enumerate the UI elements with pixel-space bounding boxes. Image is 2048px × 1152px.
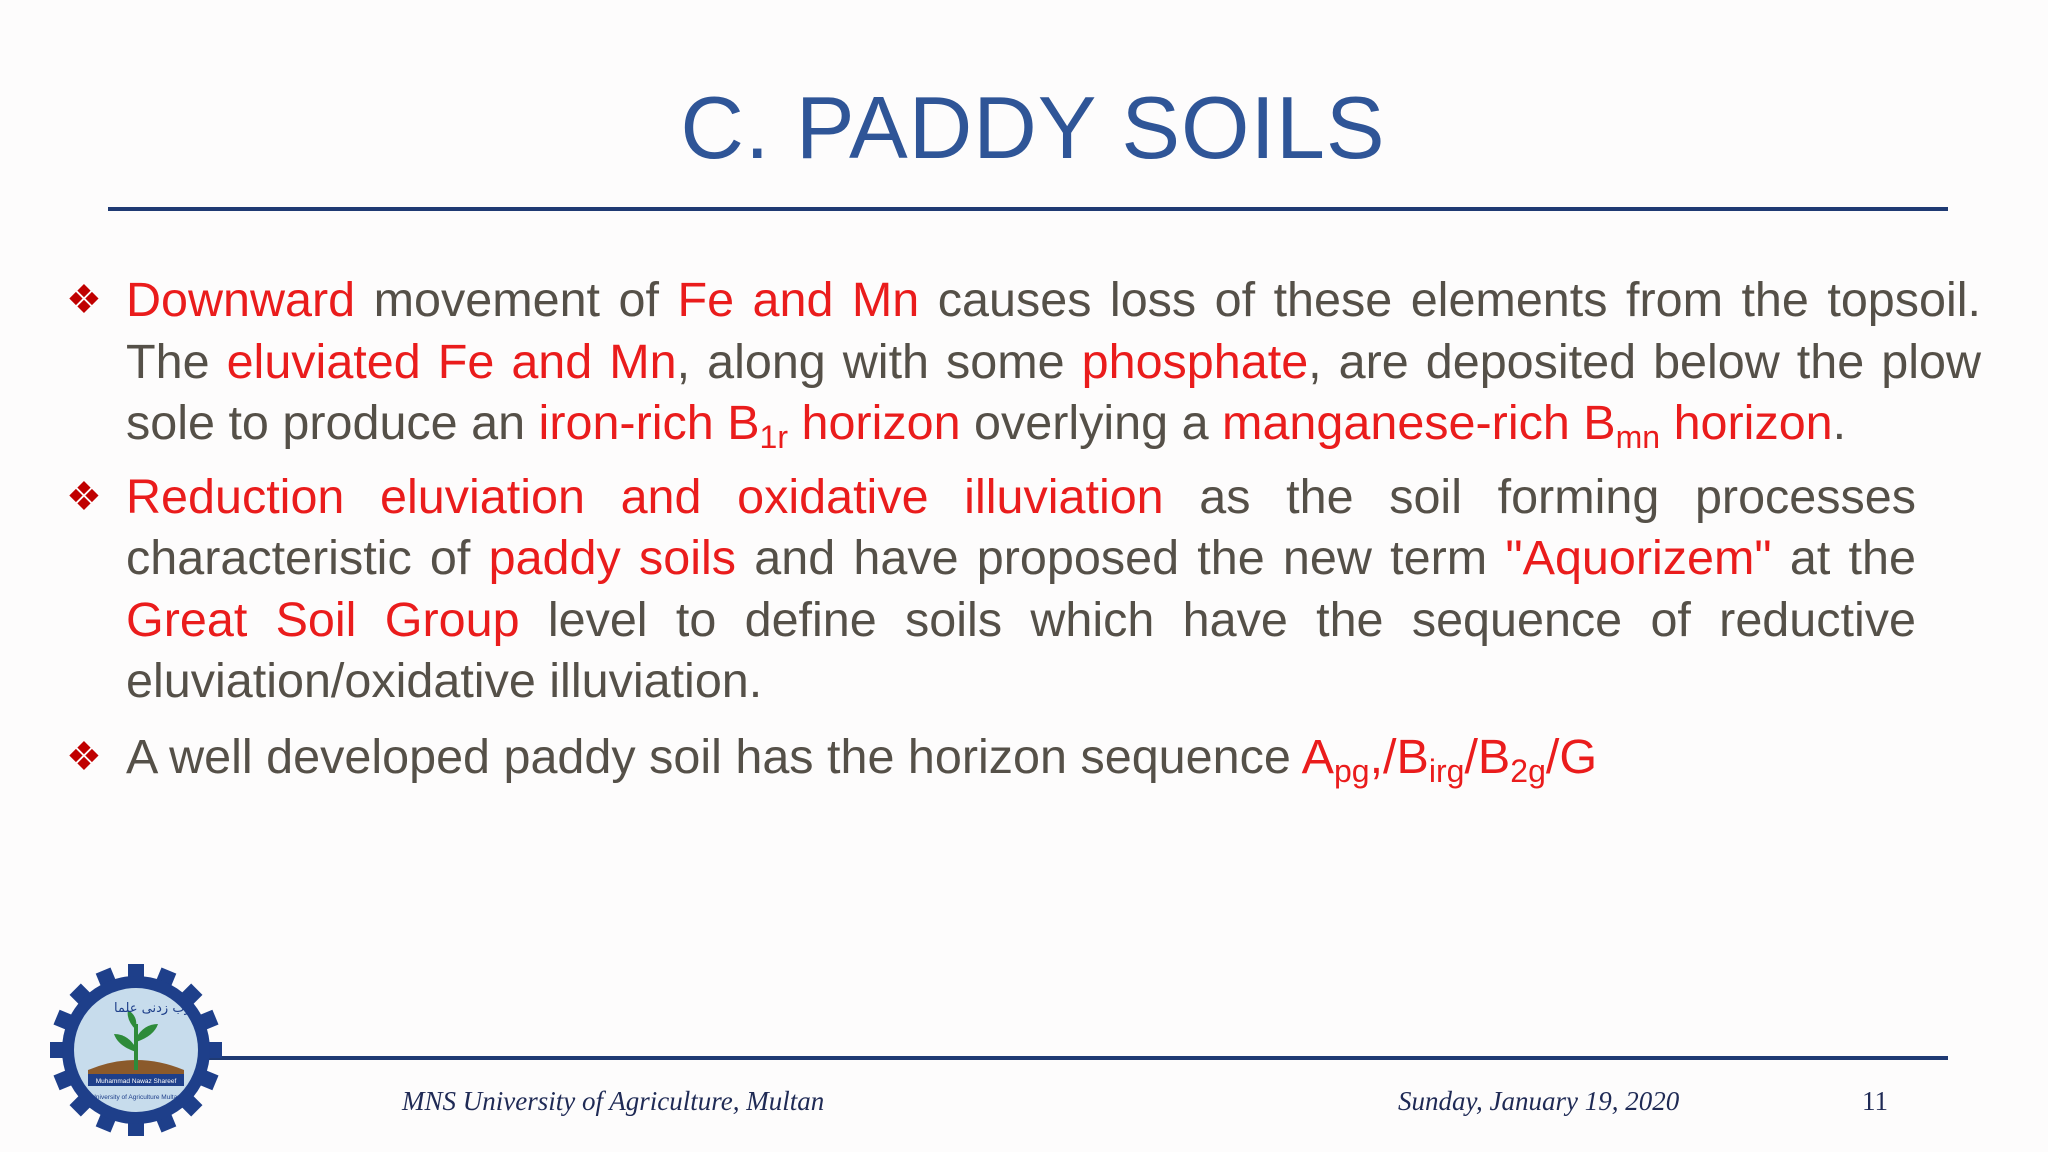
highlighted-text: manganese-rich B (1222, 396, 1616, 450)
highlighted-text: iron-rich B (538, 396, 760, 450)
highlighted-text: Reduction eluviation and oxidative illuviation (126, 469, 1164, 524)
subscript-text: mn (1615, 418, 1661, 455)
highlighted-text: ,/B (1369, 729, 1429, 784)
bullet-text (66, 727, 1916, 789)
page-number: 11 (1862, 1086, 1888, 1116)
footer-date: Sunday, January 19, 2020 (1398, 1086, 1680, 1116)
diamond-bullet-icon: ❖ (66, 734, 102, 779)
body-text: as the soil forming processes characteristic of (126, 469, 1917, 585)
logo-ring-text: Muhammad Nawaz Shareef (95, 1078, 177, 1085)
highlighted-text: /G (1545, 729, 1598, 784)
diamond-bullet-icon: ❖ (66, 278, 102, 322)
bullet-list (66, 270, 1981, 788)
body-text: , are deposited below the plow sole to produce an (126, 334, 1981, 450)
body-text: and have proposed the new term (736, 531, 1506, 585)
body-text: overlying a (960, 396, 1223, 450)
highlighted-text: horizon (1660, 396, 1833, 450)
highlighted-text: eluviated Fe and Mn (226, 334, 677, 389)
subscript-text: irg (1428, 752, 1465, 789)
body-text: , along with some (676, 334, 1082, 389)
highlighted-text: /B (1464, 729, 1511, 784)
highlighted-text: Downward (126, 273, 356, 327)
logo-arabic-text: رب زدنی علما (114, 1001, 191, 1016)
highlighted-text: Great Soil Group (126, 592, 520, 647)
diamond-bullet-icon: ❖ (66, 474, 102, 519)
body-text: causes loss of these elements from the topsoil. The (126, 273, 1982, 389)
logo-inner-text: University of Agriculture Multan (91, 1094, 181, 1101)
highlighted-text: horizon (788, 396, 961, 450)
footer-institution: MNS University of Agriculture, Multan (402, 1086, 825, 1116)
subscript-text: 1r (759, 418, 788, 455)
highlighted-text: "Aquorizem" (1505, 531, 1772, 585)
body-text: at the (1771, 531, 1916, 585)
body-text: movement of (355, 273, 678, 327)
bullet-item (66, 727, 1916, 789)
slide-title: C. PADDY SOILS (680, 78, 1386, 177)
highlighted-text: Fe and Mn (677, 273, 920, 327)
body-text: . (1832, 396, 1847, 450)
footer-divider (204, 1056, 1948, 1060)
highlighted-text: A (1301, 729, 1334, 784)
bullet-item (66, 467, 1916, 713)
title-divider (108, 207, 1948, 211)
body-text: level to define soils which have the sequence of reductive eluviation/oxidative illuviation. (126, 592, 1916, 708)
bullet-text (66, 467, 1916, 713)
bullet-text (66, 270, 1981, 455)
highlighted-text: paddy soils (488, 531, 737, 585)
subscript-text: 2g (1510, 752, 1546, 789)
body-text: A well developed paddy soil has the horizon sequence (126, 729, 1302, 784)
subscript-text: pg (1333, 752, 1370, 789)
bullet-item (66, 270, 1981, 455)
highlighted-text: phosphate (1081, 334, 1309, 389)
university-gear-seal-icon (48, 962, 224, 1138)
